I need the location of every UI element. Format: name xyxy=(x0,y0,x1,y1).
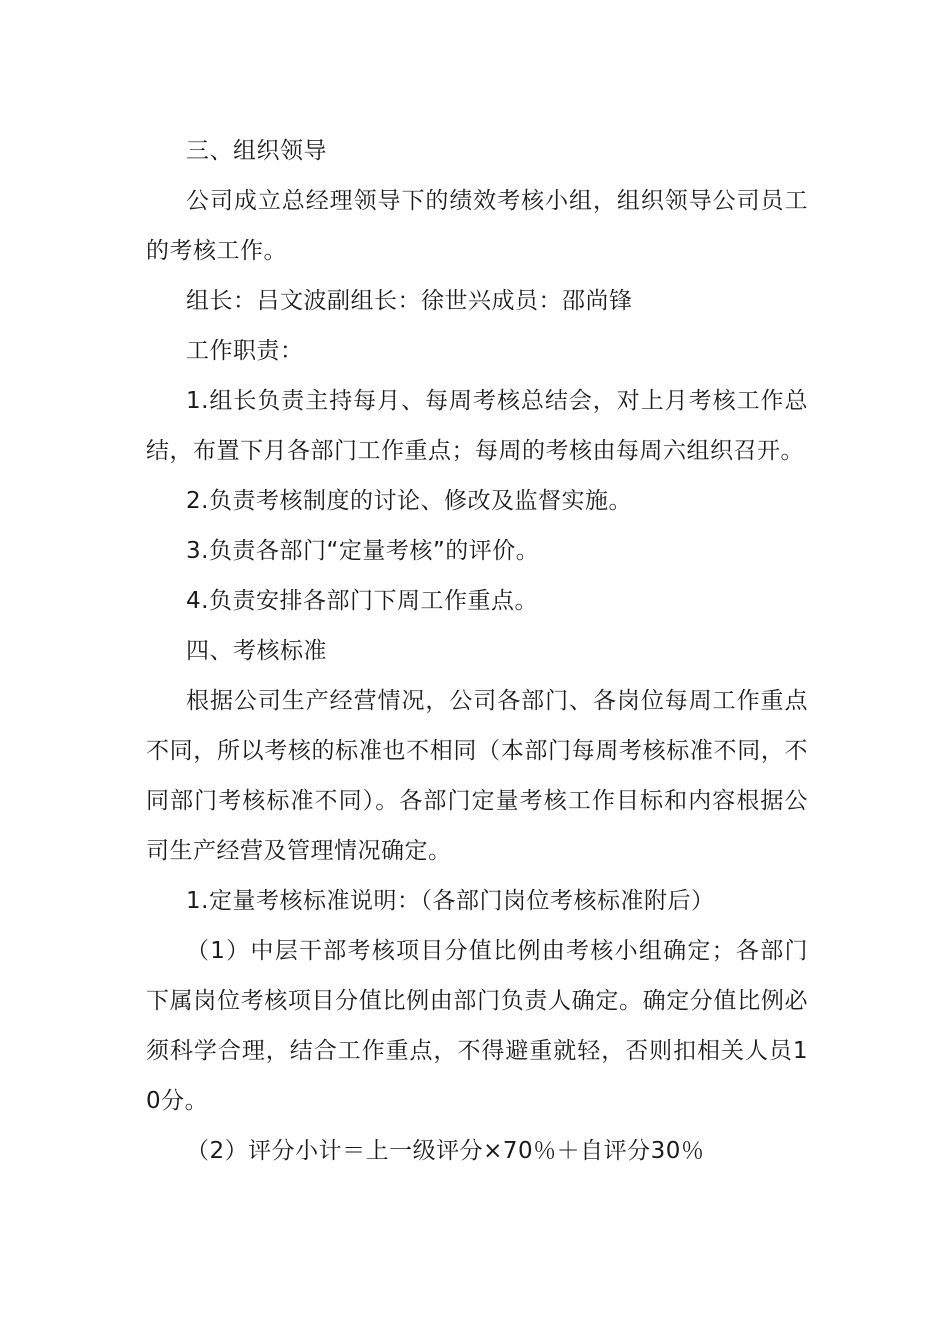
section-heading-standards: 四、考核标准 xyxy=(186,638,327,664)
section-heading-organization: 三、组织领导 xyxy=(186,138,327,164)
paragraph-duty-1: 1.组长负责主持每月、每周考核总结会，对上月考核工作总结，布置下月各部门工作重点；每周的考核由每周六组织召开。 xyxy=(146,388,808,464)
paragraph-rule-1: （1）中层干部考核项目分值比例由考核小组确定；各部门下属岗位考核项目分值比例由部门负责人确定。确定分值比例必须科学合理，结合工作重点，不得避重就轻，否则扣相关人员10分。 xyxy=(146,938,808,1114)
paragraph-rule-2: （2）评分小计＝上一级评分×70％＋自评分30％ xyxy=(186,1138,705,1164)
paragraph-duty-4: 4.负责安排各部门下周工作重点。 xyxy=(186,588,538,614)
paragraph-duty-3: 3.负责各部门“定量考核”的评价。 xyxy=(186,538,540,564)
paragraph-duty-2: 2.负责考核制度的讨论、修改及监督实施。 xyxy=(186,488,632,514)
document-body xyxy=(146,126,808,1176)
paragraph-group-members: 组长：吕文波副组长：徐世兴成员：邵尚锋 xyxy=(186,288,633,314)
paragraph-standards-intro: 根据公司生产经营情况，公司各部门、各岗位每周工作重点不同，所以考核的标准也不相同（本部门每周考核标准不同，不同部门考核标准不同）。各部门定量考核工作目标和内容根据公司生产经营及管理情况确定。 xyxy=(146,688,808,864)
paragraph-standard-note: 1.定量考核标准说明：（各部门岗位考核标准附后） xyxy=(186,888,715,914)
paragraph-group-intro: 公司成立总经理领导下的绩效考核小组，组织领导公司员工的考核工作。 xyxy=(146,188,808,264)
paragraph-duties-label: 工作职责： xyxy=(186,338,304,364)
